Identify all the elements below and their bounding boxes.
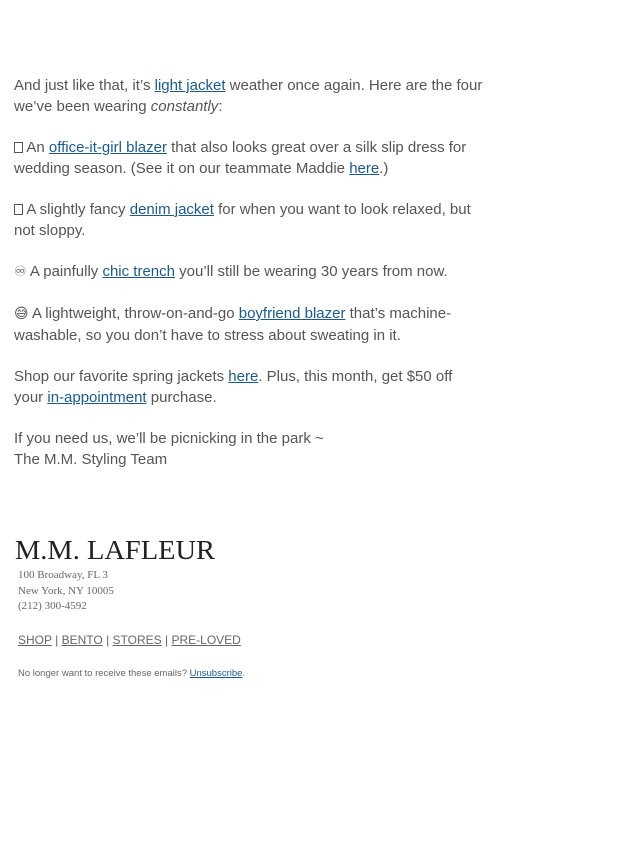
shop-pre: Shop our favorite spring jackets — [14, 368, 229, 385]
intro-emphasis: constantly — [150, 98, 219, 115]
footer-separator: | — [165, 633, 169, 647]
mm-lafleur-logo[interactable] — [15, 534, 220, 564]
intro-text: And just like that, it’s — [14, 77, 155, 94]
list-item-blazer — [14, 137, 484, 179]
item1-mid: that also looks great over a silk slip dress for wedding season. (See it on our teammate Maddie — [14, 139, 467, 177]
boyfriend-blazer-link[interactable]: boyfriend blazer — [238, 305, 346, 322]
unsubscribe-text: No longer want to receive these emails? — [18, 668, 190, 679]
shop-mid: . Plus, this month, get $50 off your — [14, 368, 453, 406]
office-it-girl-blazer-link[interactable]: office-it-girl blazer — [48, 139, 167, 156]
missing-glyph-icon — [14, 204, 23, 215]
logo-wordmark-icon — [15, 534, 220, 564]
light-jacket-link[interactable]: light jacket — [154, 77, 226, 94]
list-item-trench — [14, 261, 484, 283]
missing-glyph-icon — [14, 142, 23, 153]
spring-jackets-here-link[interactable]: here — [228, 368, 259, 385]
footer-link-bento[interactable]: BENTO — [61, 633, 103, 647]
denim-jacket-link[interactable]: denim jacket — [129, 201, 214, 218]
email-body — [14, 75, 484, 470]
item2-pre: A slightly fancy — [23, 201, 130, 218]
address-phone: (212) 300-4592 — [18, 600, 87, 612]
signature: The M.M. Styling Team — [14, 451, 168, 468]
sweat-smile-icon: 😅 — [14, 306, 29, 322]
footer-link-stores[interactable]: STORES — [112, 633, 162, 647]
footer-nav — [18, 633, 241, 647]
item4-post: that’s machine-washable, so you don’t have to stress about sweating in it. — [14, 305, 452, 344]
mailing-address — [18, 568, 114, 615]
intro-colon: : — [218, 98, 223, 115]
unsubscribe-period: . — [242, 668, 246, 679]
item4-pre: A lightweight, throw-on-and-go — [28, 305, 239, 322]
footer-link-preloved[interactable]: PRE-LOVED — [171, 633, 241, 647]
address-street: 100 Broadway, FL 3 — [18, 569, 108, 581]
item3-post: you’ll still be wearing 30 years from now. — [175, 263, 448, 280]
signoff-line: If you need us, we’ll be picnicking in the park ~ — [14, 430, 324, 447]
logo-text: M.M. LAFLEUR — [15, 535, 216, 564]
shop-paragraph — [14, 366, 484, 408]
shop-post: purchase. — [146, 389, 217, 406]
infinity-icon: ♾ — [14, 264, 27, 280]
list-item-denim — [14, 199, 484, 241]
footer-separator: | — [106, 633, 110, 647]
unsubscribe-notice — [18, 668, 245, 679]
chic-trench-link[interactable]: chic trench — [102, 263, 175, 280]
item1-pre: An — [23, 139, 49, 156]
footer-link-shop[interactable]: SHOP — [18, 633, 52, 647]
list-item-boyfriend-blazer — [14, 303, 484, 346]
footer-separator: | — [55, 633, 59, 647]
intro-text-2: weather once again. Here are the four we’ve been wearing — [14, 77, 483, 115]
item1-post: .) — [379, 160, 389, 177]
unsubscribe-link[interactable]: Unsubscribe — [189, 668, 243, 679]
address-city: New York, NY 10005 — [18, 584, 114, 597]
intro-paragraph — [14, 75, 484, 117]
item2-post: for when you want to look relaxed, but not sloppy. — [14, 201, 471, 239]
item3-pre: A painfully — [26, 263, 103, 280]
maddie-here-link[interactable]: here — [349, 160, 380, 177]
signoff — [14, 428, 484, 470]
in-appointment-link[interactable]: in-appointment — [47, 389, 147, 406]
